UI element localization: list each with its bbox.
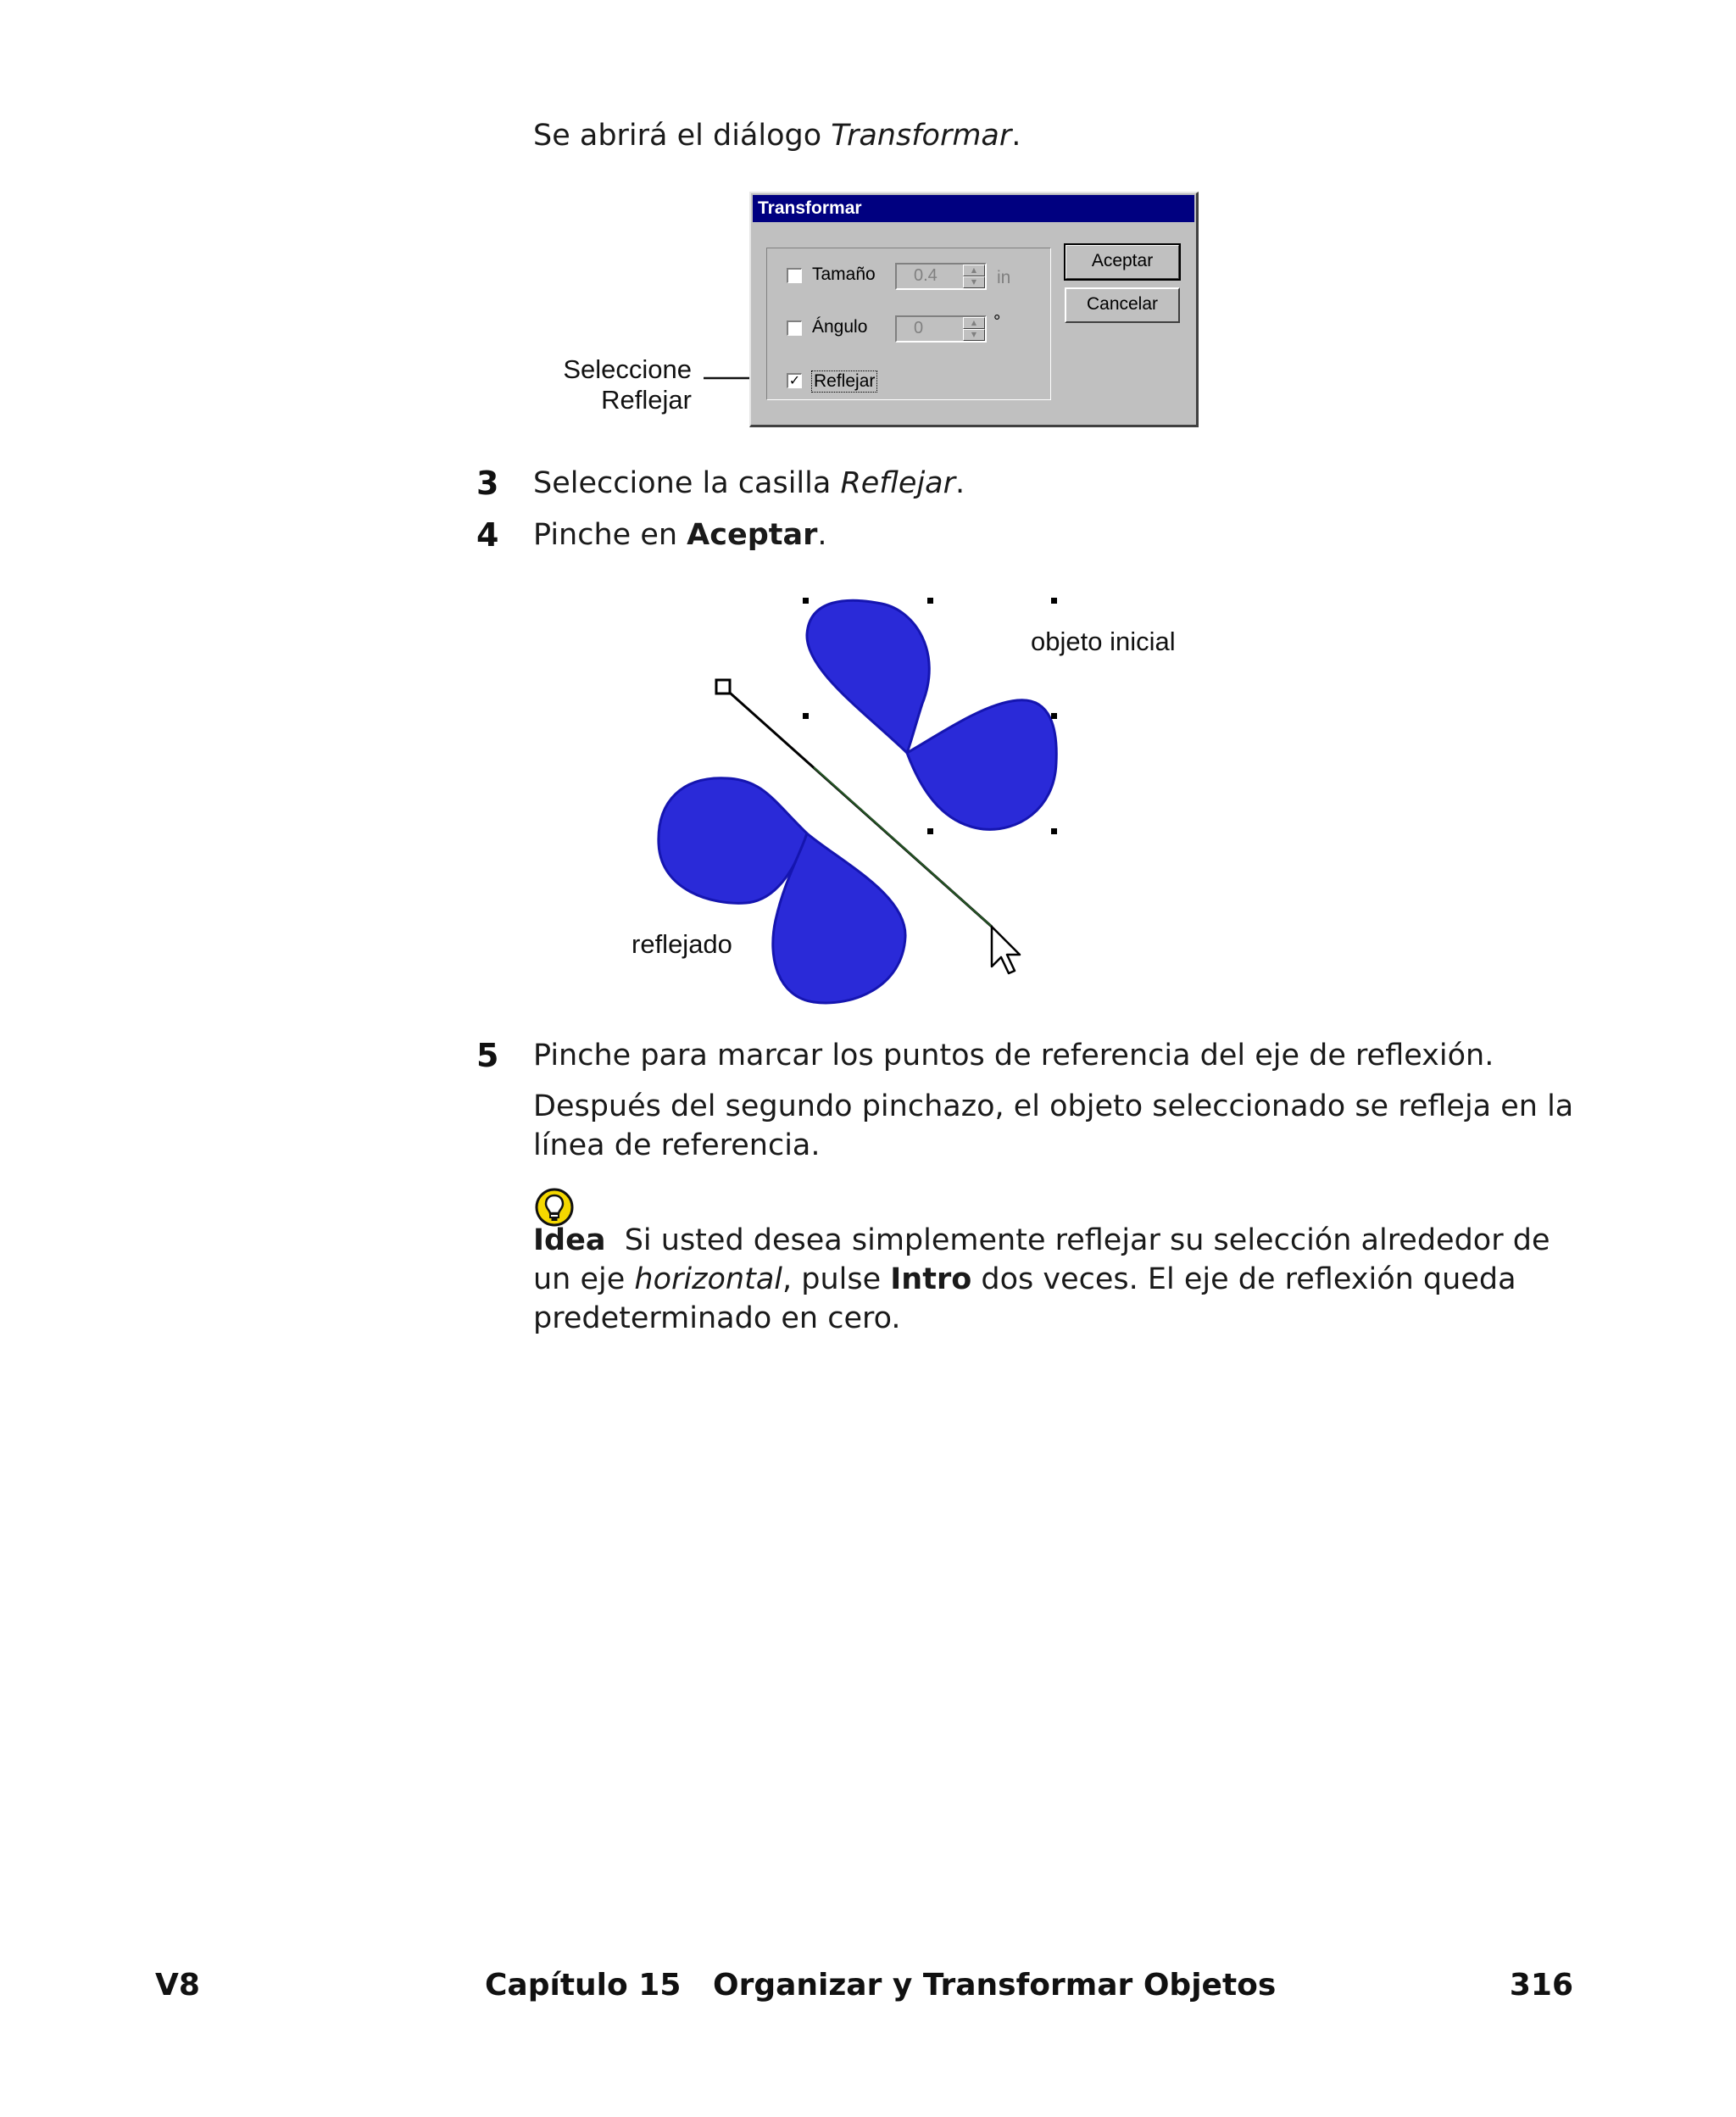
step-4-strong: Aceptar — [687, 518, 818, 552]
aceptar-button[interactable]: Aceptar — [1065, 244, 1180, 280]
cancelar-button[interactable]: Cancelar — [1065, 287, 1180, 323]
intro-paragraph — [533, 116, 1635, 155]
angulo-value: 0 — [914, 319, 924, 337]
spin-down-icon[interactable]: ▼ — [963, 329, 985, 341]
original-petal-right — [907, 700, 1056, 830]
step-text — [533, 515, 1635, 554]
transformar-dialog — [749, 192, 1199, 427]
tamano-spinner[interactable] — [895, 263, 987, 290]
step-number: 3 — [476, 465, 499, 502]
angulo-spinner[interactable] — [895, 315, 987, 343]
tip-strong: Intro — [890, 1262, 972, 1296]
footer-page-number: 316 — [1509, 1968, 1573, 2003]
tip-paragraph — [533, 1221, 1584, 1338]
tip-text-2: , pulse — [782, 1262, 891, 1296]
tip-text-3: dos veces. El eje de reflexión queda predeterminado en cero. — [533, 1262, 1516, 1335]
step-3-emphasis: Reflejar — [840, 466, 956, 500]
tip-label: Idea — [533, 1223, 606, 1257]
mirrored-petal-left — [659, 778, 807, 904]
dialog-titlebar: Transformar — [753, 195, 1194, 222]
angulo-label: Ángulo — [812, 317, 868, 337]
step-5-text: Pinche para marcar los puntos de referencia del eje de reflexión. — [533, 1039, 1494, 1072]
tamano-checkbox[interactable] — [787, 268, 802, 283]
tip-text-1: Si usted desea simplemente reflejar su selección alrededor de un eje — [533, 1223, 1550, 1296]
tamano-value: 0.4 — [914, 266, 938, 285]
angulo-unit: ° — [993, 312, 1001, 331]
reflejar-checkbox[interactable]: ✓ — [787, 373, 802, 388]
callout-line-2: Reflejar — [601, 385, 692, 415]
explanation-paragraph: Después del segundo pinchazo, el objeto seleccionado se refleja en la línea de referencia. — [533, 1089, 1574, 1162]
step-3-end: . — [955, 466, 965, 500]
reflejar-label: Reflejar — [814, 371, 876, 391]
label-mirrored-object: reflejado — [632, 929, 732, 959]
step-number: 4 — [476, 516, 499, 554]
axis-start-handle[interactable] — [716, 680, 730, 694]
label-original-object: objeto inicial — [1031, 627, 1176, 656]
angulo-checkbox[interactable] — [787, 320, 802, 336]
intro-end: . — [1011, 119, 1021, 153]
callout-line-1: Seleccione — [563, 354, 692, 384]
step-number: 5 — [476, 1037, 499, 1074]
callout-label — [534, 354, 692, 415]
step-4-end: . — [817, 518, 827, 552]
tip-emphasis: horizontal — [634, 1262, 782, 1296]
spin-up-icon[interactable]: ▲ — [963, 265, 985, 276]
footer-chapter: Capítulo 15 Organizar y Transformar Objetos — [485, 1968, 1277, 2003]
footer-version: V8 — [155, 1968, 200, 2003]
spin-up-icon[interactable]: ▲ — [963, 317, 985, 329]
mouse-pointer-icon — [992, 927, 1020, 973]
step-3-text: Seleccione la casilla — [533, 466, 841, 500]
spin-down-icon[interactable]: ▼ — [963, 276, 985, 288]
intro-emphasis: Transformar — [831, 119, 1012, 153]
step-text — [533, 464, 1635, 503]
step-4-text: Pinche en — [533, 518, 687, 552]
intro-text: Se abrirá el diálogo — [533, 119, 832, 153]
tamano-label: Tamaño — [812, 265, 876, 284]
original-petal-upper — [807, 600, 929, 753]
tamano-unit: in — [997, 268, 1011, 287]
